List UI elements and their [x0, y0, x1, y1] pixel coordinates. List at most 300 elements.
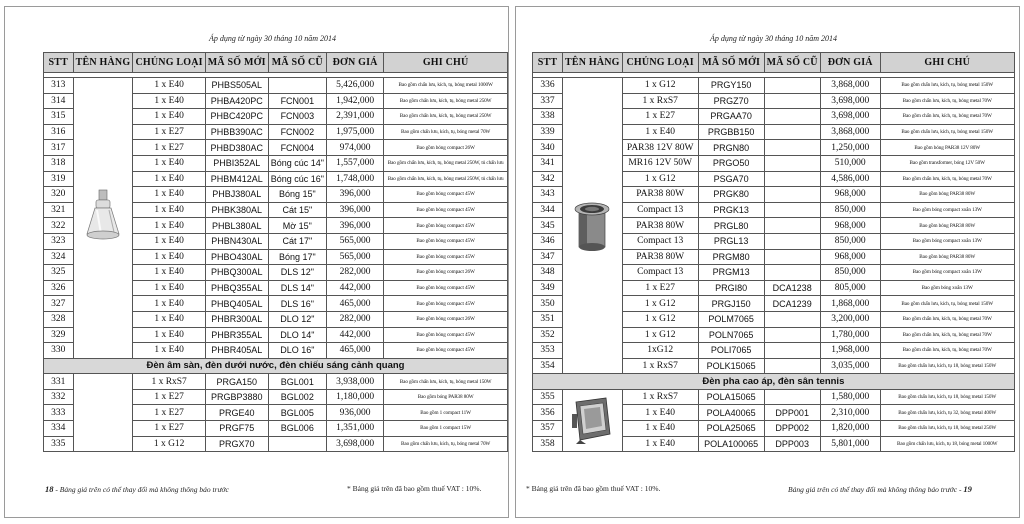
row-old-code: [764, 187, 820, 203]
row-unit-price: 850,000: [820, 233, 880, 249]
row-old-code: [764, 265, 820, 281]
row-note: Bao gồm bóng compact 45W: [384, 218, 508, 234]
row-unit-price: 282,000: [326, 311, 383, 327]
row-unit-price: 968,000: [820, 218, 880, 234]
row-stt: 349: [533, 280, 563, 296]
row-unit-price: 4,586,000: [820, 171, 880, 187]
row-note: Bao gồm bóng xoắn 13W: [880, 280, 1014, 296]
row-note: Bao gồm bóng compact 45W: [384, 187, 508, 203]
row-old-code: DLS 14": [268, 280, 326, 296]
row-type: 1 x E27: [133, 405, 205, 421]
row-new-code: PRGA150: [205, 374, 268, 390]
row-type: 1 x E40: [133, 280, 205, 296]
row-new-code: PRGE40: [205, 405, 268, 421]
row-type: 1 x E27: [133, 389, 205, 405]
row-type: 1 x RxS7: [622, 358, 698, 374]
col-new-code: MÃ SỐ MỚI: [698, 53, 764, 73]
col-type: CHỦNG LOẠI: [133, 53, 205, 73]
row-new-code: PHBS505AL: [205, 78, 268, 94]
row-unit-price: 396,000: [326, 187, 383, 203]
left-section-body: [44, 358, 508, 374]
row-type: 1 x RxS7: [133, 374, 205, 390]
row-note: Bao gồm transformer, bóng 12V 50W: [880, 155, 1014, 171]
row-old-code: Cát 17": [268, 233, 326, 249]
row-new-code: PRGO50: [698, 155, 764, 171]
row-unit-price: 3,868,000: [820, 78, 880, 94]
inground-light-icon: [571, 199, 613, 253]
left-page: [4, 6, 509, 518]
row-unit-price: 968,000: [820, 187, 880, 203]
row-stt: 343: [533, 187, 563, 203]
row-note: Bao gồm bóng compact 45W: [384, 327, 508, 343]
page-number: 18: [45, 484, 54, 494]
product-image-cell: [73, 78, 133, 359]
product-image-cell: [563, 389, 623, 451]
row-stt: 320: [44, 187, 74, 203]
row-note: Bao gồm chấn lưu, kích, tụ 18, bóng metal 150W: [880, 389, 1014, 405]
row-type: 1 x E40: [133, 249, 205, 265]
row-note: Bao gồm bóng PAR38 80W: [880, 218, 1014, 234]
row-stt: 330: [44, 343, 74, 359]
row-old-code: Bóng 17": [268, 249, 326, 265]
row-type: 1 x E40: [133, 202, 205, 218]
right-price-table: [532, 52, 1015, 452]
row-unit-price: 396,000: [326, 202, 383, 218]
row-unit-price: 1,250,000: [820, 140, 880, 156]
row-note: Bao gồm chấn lưu, kích, tụ, bóng metal 250W: [384, 93, 508, 109]
row-old-code: [764, 93, 820, 109]
row-old-code: DPP001: [764, 405, 820, 421]
row-stt: 315: [44, 109, 74, 125]
product-image-cell: [563, 78, 623, 374]
row-old-code: DPP002: [764, 421, 820, 437]
footer-disclaimer: Bảng giá trên có thể thay đổi mà không thông báo trước: [788, 485, 958, 494]
row-old-code: DCA1238: [764, 280, 820, 296]
row-note: Bao gồm chấn lưu, kích, tụ 32, bóng metal 400W: [880, 405, 1014, 421]
row-unit-price: 850,000: [820, 265, 880, 281]
row-note: Bao gồm chấn lưu, kích, tụ, bóng metal 70W: [384, 436, 508, 452]
table-row: [44, 374, 508, 390]
page-number: 19: [963, 484, 972, 494]
row-type: 1 x G12: [622, 311, 698, 327]
row-note: Bao gồm chấn lưu, kích, tụ, bóng metal 150W: [384, 374, 508, 390]
row-unit-price: 3,698,000: [326, 436, 383, 452]
row-unit-price: 805,000: [820, 280, 880, 296]
row-new-code: PHBO430AL: [205, 249, 268, 265]
row-new-code: PRGZ70: [698, 93, 764, 109]
row-new-code: PHBK380AL: [205, 202, 268, 218]
row-old-code: BGL005: [268, 405, 326, 421]
row-new-code: PRGL80: [698, 218, 764, 234]
row-stt: 353: [533, 343, 563, 359]
row-type: 1 x E40: [133, 343, 205, 359]
right-page: [515, 6, 1020, 518]
row-type: 1 x E40: [622, 421, 698, 437]
row-new-code: PRGN80: [698, 140, 764, 156]
row-old-code: Bóng cúc 16": [268, 171, 326, 187]
row-new-code: PRGBB150: [698, 124, 764, 140]
row-type: 1 x E40: [133, 218, 205, 234]
table-row: [44, 78, 508, 94]
row-old-code: [764, 343, 820, 359]
row-note: Bao gồm bóng compact 26W: [384, 265, 508, 281]
row-type: 1 x E27: [133, 124, 205, 140]
row-note: Bao gồm bóng compact 26W: [384, 311, 508, 327]
row-note: Bao gồm chấn lưu, kích, tụ, bóng metal 250W, tủ chấn lưu: [384, 171, 508, 187]
row-stt: 341: [533, 155, 563, 171]
row-old-code: FCN004: [268, 140, 326, 156]
row-unit-price: 1,180,000: [326, 389, 383, 405]
row-new-code: PSGA70: [698, 171, 764, 187]
right-section-body: [533, 374, 1015, 390]
row-unit-price: 2,310,000: [820, 405, 880, 421]
row-unit-price: 1,748,000: [326, 171, 383, 187]
section-title: Đèn pha cao áp, đèn sân tennis: [533, 374, 1015, 390]
footer-disclaimer: Bảng giá trên có thể thay đổi mà không thông báo trước: [59, 485, 229, 494]
row-type: 1 x E27: [622, 280, 698, 296]
row-old-code: BGL002: [268, 389, 326, 405]
row-old-code: Bóng cúc 14": [268, 155, 326, 171]
floodlight-icon: [570, 396, 614, 446]
col-notes: GHI CHÚ: [384, 53, 508, 73]
row-note: Bao gồm chấn lưu, kích, tụ, bóng metal 70W: [880, 93, 1014, 109]
row-stt: 339: [533, 124, 563, 140]
row-note: Bao gồm bóng compact 45W: [384, 202, 508, 218]
col-new-code: MÃ SỐ MỚI: [205, 53, 268, 73]
row-old-code: [764, 124, 820, 140]
row-stt: 328: [44, 311, 74, 327]
effective-date-note: Áp dụng từ ngày 30 tháng 10 năm 2014: [209, 34, 337, 43]
col-stt: STT: [44, 53, 74, 73]
row-stt: 346: [533, 233, 563, 249]
row-unit-price: 1,351,000: [326, 421, 383, 437]
row-stt: 313: [44, 78, 74, 94]
row-type: PAR38 80W: [622, 218, 698, 234]
row-stt: 335: [44, 436, 74, 452]
row-old-code: FCN001: [268, 93, 326, 109]
row-old-code: [764, 155, 820, 171]
row-unit-price: 510,000: [820, 155, 880, 171]
table-header-row: [44, 53, 508, 73]
row-type: 1 x E40: [133, 311, 205, 327]
row-note: Bao gồm bóng compact 45W: [384, 280, 508, 296]
row-old-code: [764, 233, 820, 249]
row-unit-price: 5,426,000: [326, 78, 383, 94]
row-new-code: PRGK13: [698, 202, 764, 218]
row-old-code: DLS 16": [268, 296, 326, 312]
row-new-code: POLA40065: [698, 405, 764, 421]
section-title: Đèn âm sàn, đèn dưới nước, đèn chiếu sáng cảnh quang: [44, 358, 508, 374]
col-notes: GHI CHÚ: [880, 53, 1014, 73]
left-table-body-a: [44, 73, 508, 359]
row-new-code: PHBQ405AL: [205, 296, 268, 312]
row-new-code: PRGM13: [698, 265, 764, 281]
row-stt: 357: [533, 421, 563, 437]
row-stt: 329: [44, 327, 74, 343]
row-unit-price: 396,000: [326, 218, 383, 234]
row-note: Bao gồm bóng PAR38 80W: [384, 389, 508, 405]
row-type: 1 x RxS7: [622, 389, 698, 405]
row-note: Bao gồm bóng compact xoắn 13W: [880, 202, 1014, 218]
col-stt: STT: [533, 53, 563, 73]
row-new-code: PRGI80: [698, 280, 764, 296]
row-old-code: [764, 389, 820, 405]
row-stt: 323: [44, 233, 74, 249]
row-old-code: [764, 140, 820, 156]
row-old-code: DLO 16": [268, 343, 326, 359]
row-stt: 321: [44, 202, 74, 218]
row-unit-price: 1,868,000: [820, 296, 880, 312]
row-stt: 332: [44, 389, 74, 405]
row-new-code: PRGY150: [698, 78, 764, 94]
row-unit-price: 3,938,000: [326, 374, 383, 390]
product-image-cell: [73, 374, 133, 452]
row-unit-price: 1,820,000: [820, 421, 880, 437]
row-unit-price: 5,801,000: [820, 436, 880, 452]
col-unit-price: ĐƠN GIÁ: [326, 53, 383, 73]
row-stt: 336: [533, 78, 563, 94]
row-unit-price: 1,968,000: [820, 343, 880, 359]
row-note: Bao gồm chấn lưu, kích, tụ, bóng metal 70W: [880, 327, 1014, 343]
table-header-row: [533, 53, 1015, 73]
row-stt: 358: [533, 436, 563, 452]
row-new-code: PHBI352AL: [205, 155, 268, 171]
row-old-code: [764, 78, 820, 94]
row-unit-price: 1,975,000: [326, 124, 383, 140]
row-stt: 338: [533, 109, 563, 125]
row-unit-price: 2,391,000: [326, 109, 383, 125]
row-note: Bao gồm chấn lưu, kích, tụ, bóng metal 70W: [880, 171, 1014, 187]
row-new-code: PHBM412AL: [205, 171, 268, 187]
page-footer-note: 18 - Bảng giá trên có thể thay đổi mà không thông báo trước: [45, 484, 229, 494]
row-stt: 356: [533, 405, 563, 421]
row-old-code: [764, 171, 820, 187]
row-type: 1 x RxS7: [622, 93, 698, 109]
row-new-code: PHBC420PC: [205, 109, 268, 125]
row-new-code: POLA100065: [698, 436, 764, 452]
vat-note: * Bảng giá trên đã bao gồm thuế VAT : 10%.: [347, 484, 482, 493]
row-new-code: PHBR300AL: [205, 311, 268, 327]
row-type: Compact 13: [622, 265, 698, 281]
row-stt: 327: [44, 296, 74, 312]
row-unit-price: 1,780,000: [820, 327, 880, 343]
right-table-body-b: [533, 389, 1015, 451]
row-note: Bao gồm bóng compact 45W: [384, 233, 508, 249]
row-type: MR16 12V 50W: [622, 155, 698, 171]
row-type: 1 x E40: [622, 436, 698, 452]
row-new-code: PHBQ300AL: [205, 265, 268, 281]
row-new-code: POLM7065: [698, 311, 764, 327]
row-note: Bao gồm 1 compact 15W: [384, 421, 508, 437]
row-stt: 317: [44, 140, 74, 156]
row-new-code: PHBQ355AL: [205, 280, 268, 296]
row-stt: 350: [533, 296, 563, 312]
row-stt: 337: [533, 93, 563, 109]
row-new-code: PRGL13: [698, 233, 764, 249]
row-type: 1 x E40: [622, 405, 698, 421]
row-type: 1 x E40: [133, 109, 205, 125]
row-type: 1 x G12: [622, 171, 698, 187]
row-type: 1 x G12: [622, 78, 698, 94]
row-note: Bao gồm chấn lưu, kích, tụ 18, bóng metal 250W: [880, 421, 1014, 437]
row-new-code: POLA25065: [698, 421, 764, 437]
row-unit-price: 442,000: [326, 327, 383, 343]
row-old-code: DLS 12": [268, 265, 326, 281]
row-note: Bao gồm chấn lưu, kích, tụ, bóng metal 150W: [880, 124, 1014, 140]
row-type: 1 x G12: [133, 436, 205, 452]
row-stt: 352: [533, 327, 563, 343]
row-note: Bao gồm bóng compact xoắn 13W: [880, 233, 1014, 249]
row-note: Bao gồm chấn lưu, kích, tụ 18, bóng metal 1000W: [880, 436, 1014, 452]
row-note: Bao gồm chấn lưu, kích, tụ, bóng metal 250W: [384, 109, 508, 125]
row-stt: 322: [44, 218, 74, 234]
effective-date-note: Áp dụng từ ngày 30 tháng 10 năm 2014: [710, 34, 838, 43]
row-stt: 331: [44, 374, 74, 390]
row-type: 1 x E40: [133, 187, 205, 203]
row-stt: 319: [44, 171, 74, 187]
left-price-table: [43, 52, 508, 452]
col-old-code: MÃ SỐ CŨ: [764, 53, 820, 73]
row-old-code: FCN003: [268, 109, 326, 125]
row-stt: 347: [533, 249, 563, 265]
row-old-code: [764, 218, 820, 234]
row-new-code: POLI7065: [698, 343, 764, 359]
row-stt: 318: [44, 155, 74, 171]
row-note: Bao gồm bóng PAR38 12V 80W: [880, 140, 1014, 156]
row-new-code: PHBJ380AL: [205, 187, 268, 203]
row-stt: 333: [44, 405, 74, 421]
row-old-code: Mờ 15": [268, 218, 326, 234]
row-stt: 314: [44, 93, 74, 109]
row-unit-price: 3,868,000: [820, 124, 880, 140]
row-note: Bao gồm bóng PAR38 80W: [880, 187, 1014, 203]
row-unit-price: 442,000: [326, 280, 383, 296]
row-stt: 325: [44, 265, 74, 281]
row-type: 1 x E40: [133, 327, 205, 343]
row-old-code: [268, 78, 326, 94]
row-type: 1 x E40: [622, 124, 698, 140]
row-new-code: PRGBP3880: [205, 389, 268, 405]
row-old-code: [764, 311, 820, 327]
row-note: Bao gồm chấn lưu, kích, tụ, bóng metal 150W: [880, 78, 1014, 94]
row-new-code: PRGM80: [698, 249, 764, 265]
row-unit-price: 465,000: [326, 343, 383, 359]
row-type: 1 x E40: [133, 93, 205, 109]
row-new-code: PHBL380AL: [205, 218, 268, 234]
row-type: 1 x E40: [133, 233, 205, 249]
row-stt: 355: [533, 389, 563, 405]
row-unit-price: 565,000: [326, 233, 383, 249]
row-new-code: POLK15065: [698, 358, 764, 374]
row-type: 1 x E40: [133, 296, 205, 312]
row-type: 1 x E40: [133, 171, 205, 187]
row-unit-price: 3,698,000: [820, 93, 880, 109]
row-unit-price: 282,000: [326, 265, 383, 281]
row-unit-price: 565,000: [326, 249, 383, 265]
page-footer-note: Bảng giá trên có thể thay đổi mà không thông báo trước - 19: [788, 484, 972, 494]
row-unit-price: 3,698,000: [820, 109, 880, 125]
row-old-code: [764, 327, 820, 343]
row-old-code: DLO 14": [268, 327, 326, 343]
row-note: Bao gồm chấn lưu, kích, tụ, bóng metal 70W: [384, 124, 508, 140]
row-unit-price: 3,200,000: [820, 311, 880, 327]
row-unit-price: 974,000: [326, 140, 383, 156]
col-unit-price: ĐƠN GIÁ: [820, 53, 880, 73]
row-unit-price: 1,557,000: [326, 155, 383, 171]
row-old-code: Cát 15": [268, 202, 326, 218]
row-new-code: PHBA420PC: [205, 93, 268, 109]
row-old-code: [764, 358, 820, 374]
col-product-name: TÊN HÀNG: [73, 53, 133, 73]
row-type: PAR38 12V 80W: [622, 140, 698, 156]
row-type: 1xG12: [622, 343, 698, 359]
row-note: Bao gồm chấn lưu, kích, tụ, bóng metal 70W: [880, 311, 1014, 327]
row-stt: 342: [533, 171, 563, 187]
highbay-lamp-icon: [83, 188, 123, 248]
row-note: Bao gồm bóng compact xoắn 13W: [880, 265, 1014, 281]
row-type: 1 x E27: [622, 109, 698, 125]
row-unit-price: 465,000: [326, 296, 383, 312]
row-type: PAR38 80W: [622, 187, 698, 203]
row-note: Bao gồm chấn lưu, kích, tụ, bóng metal 70W: [880, 343, 1014, 359]
left-table-body-b: [44, 374, 508, 452]
row-old-code: FCN002: [268, 124, 326, 140]
row-old-code: [764, 249, 820, 265]
vat-note: * Bảng giá trên đã bao gồm thuế VAT : 10%.: [526, 484, 661, 493]
row-stt: 316: [44, 124, 74, 140]
row-new-code: PRGAA70: [698, 109, 764, 125]
row-type: 1 x E27: [133, 421, 205, 437]
row-new-code: PHBD380AC: [205, 140, 268, 156]
row-new-code: POLA15065: [698, 389, 764, 405]
row-old-code: [764, 109, 820, 125]
row-type: 1 x E40: [133, 265, 205, 281]
col-type: CHỦNG LOẠI: [622, 53, 698, 73]
row-note: Bao gồm chấn lưu, kích, tụ, bóng metal 250W, tủ chấn lưu: [384, 155, 508, 171]
row-type: 1 x E40: [133, 78, 205, 94]
row-stt: 351: [533, 311, 563, 327]
row-note: Bao gồm bóng compact 45W: [384, 296, 508, 312]
table-row: [533, 389, 1015, 405]
right-table-body-a: [533, 73, 1015, 374]
row-note: Bao gồm bóng compact 45W: [384, 249, 508, 265]
row-unit-price: 3,035,000: [820, 358, 880, 374]
row-note: Bao gồm bóng compact 26W: [384, 140, 508, 156]
row-unit-price: 850,000: [820, 202, 880, 218]
row-old-code: [764, 202, 820, 218]
row-stt: 354: [533, 358, 563, 374]
row-old-code: DLO 12": [268, 311, 326, 327]
row-new-code: PHBB390AC: [205, 124, 268, 140]
row-stt: 326: [44, 280, 74, 296]
row-type: Compact 13: [622, 202, 698, 218]
row-old-code: DCA1239: [764, 296, 820, 312]
row-type: 1 x G12: [622, 296, 698, 312]
row-new-code: PHBR405AL: [205, 343, 268, 359]
row-old-code: Bóng 15": [268, 187, 326, 203]
row-stt: 334: [44, 421, 74, 437]
col-old-code: MÃ SỐ CŨ: [268, 53, 326, 73]
row-new-code: PHBN430AL: [205, 233, 268, 249]
row-old-code: DPP003: [764, 436, 820, 452]
row-note: Bao gồm bóng compact 45W: [384, 343, 508, 359]
row-stt: 324: [44, 249, 74, 265]
row-note: Bao gồm bóng PAR38 80W: [880, 249, 1014, 265]
row-unit-price: 1,580,000: [820, 389, 880, 405]
row-type: 1 x E40: [133, 155, 205, 171]
row-stt: 345: [533, 218, 563, 234]
row-unit-price: 1,942,000: [326, 93, 383, 109]
